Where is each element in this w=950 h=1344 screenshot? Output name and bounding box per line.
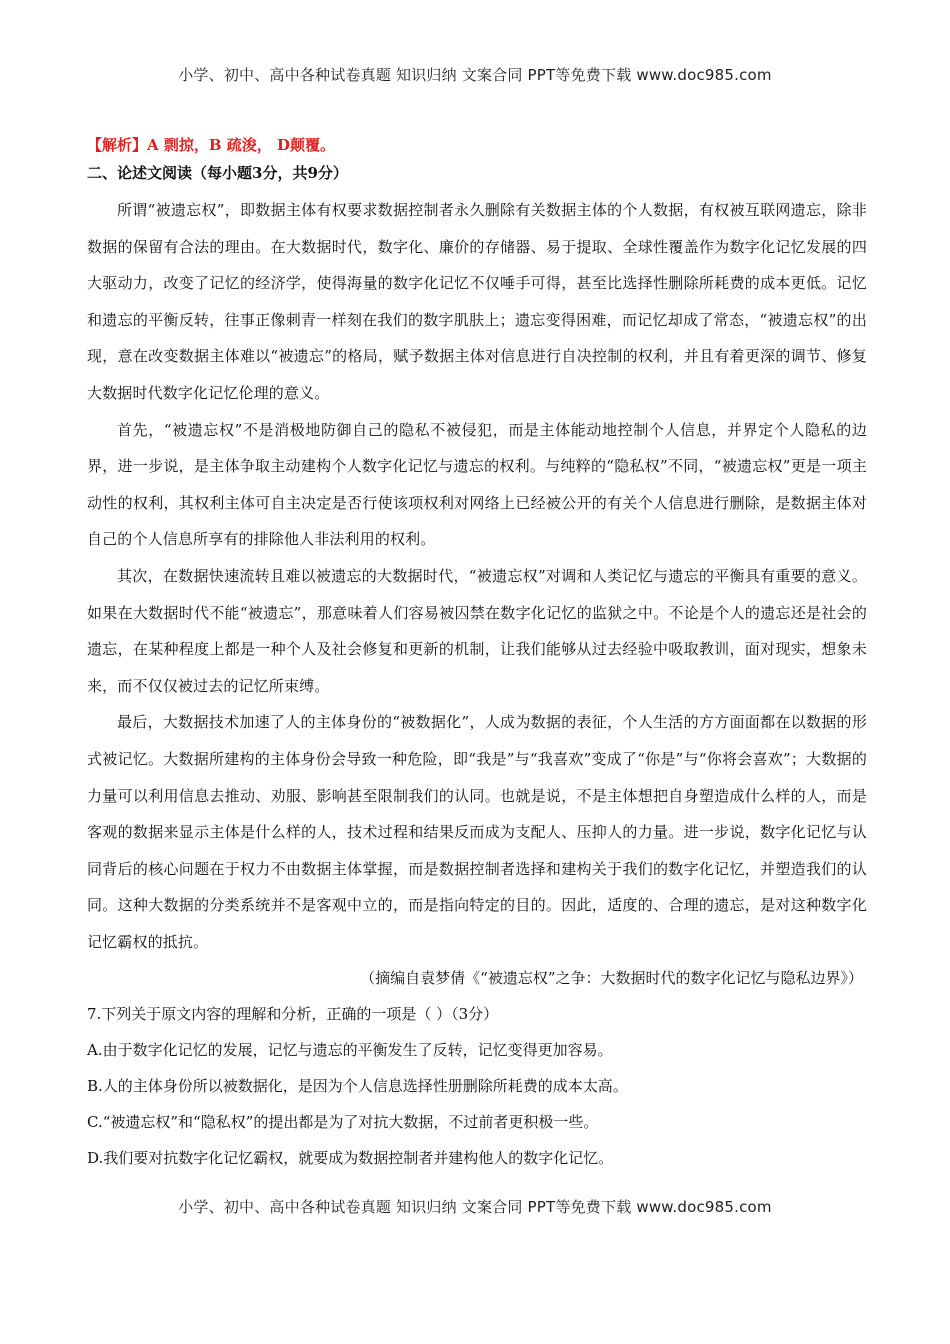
passage-paragraph-1: 所谓“被遗忘权”，即数据主体有权要求数据控制者永久删除有关数据主体的个人数据，有权被互联网遗忘，除非数据的保留有合法的理由。在大数据时代，数字化、廉价的存储器、易于提取、全球性覆盖作为数字化记忆发展的四大驱动力，改变了记忆的经济学，使得海量的数字化记忆不仅唾手可得，甚至比选择性删除所耗费的成本更低。记忆和遗忘的平衡反转，往事正像刺青一样刻在我们的数字肌肤上；遗忘变得困难，而记忆却成了常态，“被遗忘权”的出现，意在改变数据主体难以“被遗忘”的格局，赋予数据主体对信息进行自决控制的权利，并且有着更深的调节、修复大数据时代数字化记忆伦理的意义。 bbox=[87, 201, 867, 402]
passage-paragraph-4: 最后，大数据技术加速了人的主体身份的“被数据化”，人成为数据的表征，个人生活的方方面面都在以数据的形式被记忆。大数据所建构的主体身份会导致一种危险，即“我是”与“我喜欢”变成了“你是”与“你将会喜欢”；大数据的力量可以利用信息去推动、劝服、影响甚至限制我们的认同。也就是说，不是主体想把自身塑造成什么样的人，而是客观的数据来显示主体是什么样的人，技术过程和结果反而成为支配人、压抑人的力量。进一步说，数字化记忆与认同背后的核心问题在于权力不由数据主体掌握，而是数据控制者选择和建构关于我们的数字化记忆，并塑造我们的认同。这种大数据的分类系统并不是客观中立的，而是指向特定的目的。因此，适度的、合理的遗忘，是对这种数字化记忆霸权的抵抗。 bbox=[87, 713, 867, 951]
passage-source: （摘编自袁梦倩《“被遗忘权”之争：大数据时代的数字化记忆与隐私边界》） bbox=[360, 969, 863, 988]
option-a: A.由于数字化记忆的发展，记忆与遗忘的平衡发生了反转，记忆变得更加容易。 bbox=[87, 1041, 613, 1060]
question-block bbox=[87, 996, 867, 1176]
option-c: C.“被遗忘权”和“隐私权”的提出都是为了对抗大数据，不过前者更积极一些。 bbox=[87, 1113, 599, 1132]
section-heading: 二、论述文阅读（每小题3分，共9分） bbox=[87, 164, 348, 182]
document-content bbox=[87, 132, 867, 1176]
answer-analysis: 【解析】A 剽掠，B 疏浚， D颠覆。 bbox=[87, 136, 335, 154]
footer-banner: 小学、初中、高中各种试卷真题 知识归纳 文案合同 PPT等免费下载 www.doc985.com bbox=[178, 1198, 772, 1216]
option-d: D.我们要对抗数字化记忆霸权，就要成为数据控制者并建构他人的数字化记忆。 bbox=[87, 1149, 614, 1168]
option-b: B.人的主体身份所以被数据化，是因为个人信息选择性册删除所耗费的成本太高。 bbox=[87, 1077, 628, 1096]
question-stem: 7.下列关于原文内容的理解和分析，正确的一项是（ ）（3分） bbox=[87, 1005, 499, 1024]
passage-paragraph-2: 首先，“被遗忘权”不是消极地防御自己的隐私不被侵犯，而是主体能动地控制个人信息，并界定个人隐私的边界，进一步说，是主体争取主动建构个人数字化记忆与遗忘的权利。与纯粹的“隐私权”不同，“被遗忘权”更是一项主动性的权利，其权利主体可自主决定是否行使该项权利对网络上已经被公开的有关个人信息进行删除，是数据主体对自己的个人信息所享有的排除他人非法利用的权利。 bbox=[87, 420, 867, 549]
passage-paragraph-3: 其次，在数据快速流转且难以被遗忘的大数据时代，“被遗忘权”对调和人类记忆与遗忘的平衡具有重要的意义。如果在大数据时代不能“被遗忘”，那意味着人们容易被囚禁在数字化记忆的监狱之中。不论是个人的遗忘还是社会的遗忘，在某种程度上都是一种个人及社会修复和更新的机制，让我们能够从过去经验中吸取教训，面对现实，想象未来，而不仅仅被过去的记忆所束缚。 bbox=[87, 566, 867, 695]
reading-passage bbox=[87, 192, 867, 996]
header-banner: 小学、初中、高中各种试卷真题 知识归纳 文案合同 PPT等免费下载 www.doc985.com bbox=[178, 66, 772, 84]
